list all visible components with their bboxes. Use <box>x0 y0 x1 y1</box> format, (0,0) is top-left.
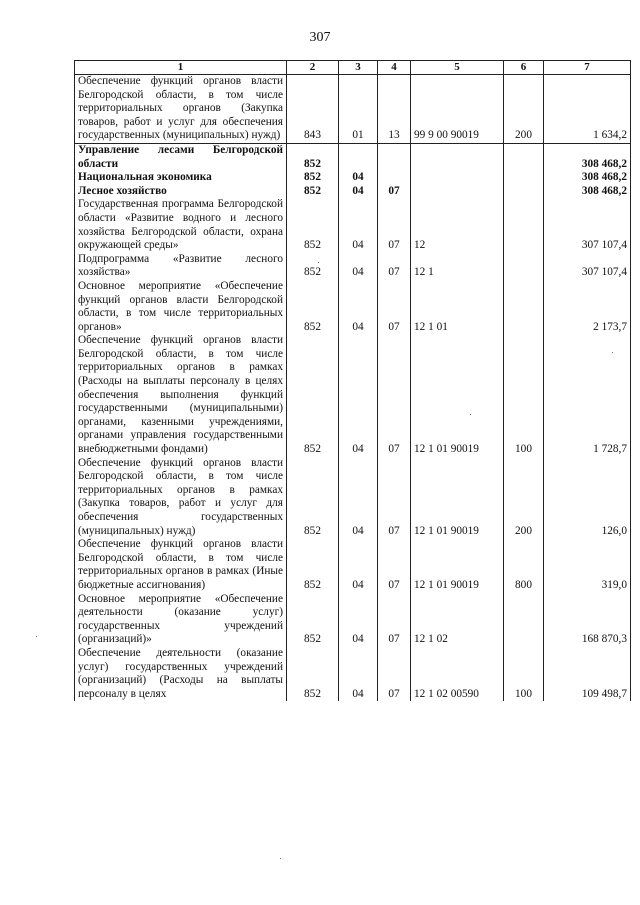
row-grbs-cell: 852 <box>287 647 339 701</box>
scan-speck <box>36 636 37 637</box>
row-amount-cell: 307 107,4 <box>544 198 631 252</box>
row-subsection-cell: 07 <box>378 457 411 539</box>
row-expense-type-cell <box>504 198 544 252</box>
row-subsection-cell: 07 <box>378 185 411 199</box>
header-col-1: 1 <box>75 61 287 75</box>
row-target-article-cell: 12 1 01 90019 <box>411 457 504 539</box>
row-expense-type-cell: 100 <box>504 334 544 456</box>
row-target-article-cell: 12 <box>411 198 504 252</box>
row-subsection-cell: 07 <box>378 280 411 334</box>
row-grbs-cell: 852 <box>287 185 339 199</box>
header-col-3: 3 <box>339 61 378 75</box>
row-expense-type-cell <box>504 143 544 171</box>
row-expense-type-cell: 200 <box>504 457 544 539</box>
row-grbs-cell: 852 <box>287 198 339 252</box>
row-section-cell: 04 <box>339 538 378 592</box>
row-target-article-cell <box>411 185 504 199</box>
row-name-cell: Обеспечение функций органов власти Белгородской области, в том числе территориальных органов в рамках (Расходы на выплаты персоналу в целях обеспечения выполнения функций государственными (муниципальными) органами, казенными учреждениями, органами управления государственными внебюджетными фондами) <box>75 334 287 456</box>
row-target-article-cell: 12 1 01 90019 <box>411 334 504 456</box>
row-name-cell: Обеспечение деятельности (оказание услуг) государственных учреждений (организаций) (Расходы на выплаты персоналу в целях <box>75 647 287 701</box>
row-subsection-cell <box>378 143 411 171</box>
row-grbs-cell: 852 <box>287 593 339 647</box>
row-amount-cell: 2 173,7 <box>544 280 631 334</box>
row-amount-cell: 308 468,2 <box>544 143 631 171</box>
table-row <box>75 171 631 185</box>
row-section-cell <box>339 143 378 171</box>
row-expense-type-cell <box>504 185 544 199</box>
row-section-cell: 04 <box>339 457 378 539</box>
row-section-cell: 04 <box>339 280 378 334</box>
row-name-cell: Национальная экономика <box>75 171 287 185</box>
row-amount-cell: 1 728,7 <box>544 334 631 456</box>
table-row <box>75 75 631 144</box>
row-subsection-cell: 07 <box>378 593 411 647</box>
table-row <box>75 593 631 647</box>
row-subsection-cell: 13 <box>378 75 411 144</box>
table-row <box>75 253 631 280</box>
row-subsection-cell: 07 <box>378 538 411 592</box>
row-grbs-cell: 843 <box>287 75 339 144</box>
row-section-cell: 01 <box>339 75 378 144</box>
row-subsection-cell: 07 <box>378 198 411 252</box>
row-name-cell: Обеспечение функций органов власти Белгородской области, в том числе территориальных органов в рамках (Закупка товаров, работ и услуг для обеспечения государственных (муниципальных) нужд) <box>75 457 287 539</box>
row-target-article-cell: 12 1 01 <box>411 280 504 334</box>
row-name-cell: Обеспечение функций органов власти Белгородской области, в том числе территориальных органов в рамках (Иные бюджетные ассигнования) <box>75 538 287 592</box>
row-section-cell: 04 <box>339 334 378 456</box>
row-target-article-cell: 12 1 02 00590 <box>411 647 504 701</box>
row-amount-cell: 126,0 <box>544 457 631 539</box>
page-number: 307 <box>309 30 331 45</box>
row-name-cell: Основное мероприятие «Обеспечение деятельности (оказание услуг) государственных учреждений (организаций)» <box>75 593 287 647</box>
table-row <box>75 185 631 199</box>
row-amount-cell: 319,0 <box>544 538 631 592</box>
row-grbs-cell: 852 <box>287 143 339 171</box>
row-name-cell: Подпрограмма «Развитие лесного хозяйства» <box>75 253 287 280</box>
row-subsection-cell <box>378 171 411 185</box>
row-amount-cell: 168 870,3 <box>544 593 631 647</box>
row-target-article-cell <box>411 171 504 185</box>
row-name-cell: Обеспечение функций органов власти Белгородской области, в том числе территориальных органов (Закупка товаров, работ и услуг для обеспечения государственных (муниципальных) нужд) <box>75 75 287 144</box>
table-row <box>75 647 631 701</box>
table-header-row <box>75 61 631 75</box>
row-expense-type-cell: 100 <box>504 647 544 701</box>
row-expense-type-cell: 200 <box>504 75 544 144</box>
row-grbs-cell: 852 <box>287 457 339 539</box>
header-col-4: 4 <box>378 61 411 75</box>
row-grbs-cell: 852 <box>287 171 339 185</box>
row-expense-type-cell <box>504 253 544 280</box>
row-target-article-cell: 12 1 01 90019 <box>411 538 504 592</box>
row-grbs-cell: 852 <box>287 334 339 456</box>
row-grbs-cell: 852 <box>287 538 339 592</box>
table-row <box>75 143 631 171</box>
table-row <box>75 334 631 456</box>
header-col-6: 6 <box>504 61 544 75</box>
row-subsection-cell: 07 <box>378 647 411 701</box>
row-expense-type-cell <box>504 280 544 334</box>
header-col-2: 2 <box>287 61 339 75</box>
row-subsection-cell: 07 <box>378 334 411 456</box>
row-amount-cell: 307 107,4 <box>544 253 631 280</box>
row-section-cell: 04 <box>339 253 378 280</box>
header-col-7: 7 <box>544 61 631 75</box>
row-target-article-cell: 12 1 02 <box>411 593 504 647</box>
row-amount-cell: 109 498,7 <box>544 647 631 701</box>
scan-speck <box>470 414 471 415</box>
row-section-cell: 04 <box>339 185 378 199</box>
table-row <box>75 198 631 252</box>
table-row <box>75 538 631 592</box>
row-expense-type-cell <box>504 593 544 647</box>
row-name-cell: Управление лесами Белгородской области <box>75 143 287 171</box>
row-grbs-cell: 852 <box>287 253 339 280</box>
header-col-5: 5 <box>411 61 504 75</box>
row-grbs-cell: 852 <box>287 280 339 334</box>
row-expense-type-cell <box>504 171 544 185</box>
row-amount-cell: 1 634,2 <box>544 75 631 144</box>
table-row <box>75 280 631 334</box>
row-name-cell: Лесное хозяйство <box>75 185 287 199</box>
scan-speck <box>612 352 613 353</box>
table-row <box>75 457 631 539</box>
scan-speck <box>280 858 281 859</box>
row-amount-cell: 308 468,2 <box>544 171 631 185</box>
row-target-article-cell: 12 1 <box>411 253 504 280</box>
row-name-cell: Государственная программа Белгородской области «Развитие водного и лесного хозяйства Белгородской области, охрана окружающей среды» <box>75 198 287 252</box>
row-expense-type-cell: 800 <box>504 538 544 592</box>
scan-speck <box>318 262 319 263</box>
row-name-cell: Основное мероприятие «Обеспечение функций органов власти Белгородской области, в том числе территориальных органов» <box>75 280 287 334</box>
table-body <box>75 75 631 702</box>
row-subsection-cell: 07 <box>378 253 411 280</box>
budget-table <box>74 60 631 701</box>
row-section-cell: 04 <box>339 171 378 185</box>
row-section-cell: 04 <box>339 647 378 701</box>
row-amount-cell: 308 468,2 <box>544 185 631 199</box>
row-target-article-cell <box>411 143 504 171</box>
row-section-cell: 04 <box>339 593 378 647</box>
row-section-cell: 04 <box>339 198 378 252</box>
row-target-article-cell: 99 9 00 90019 <box>411 75 504 144</box>
